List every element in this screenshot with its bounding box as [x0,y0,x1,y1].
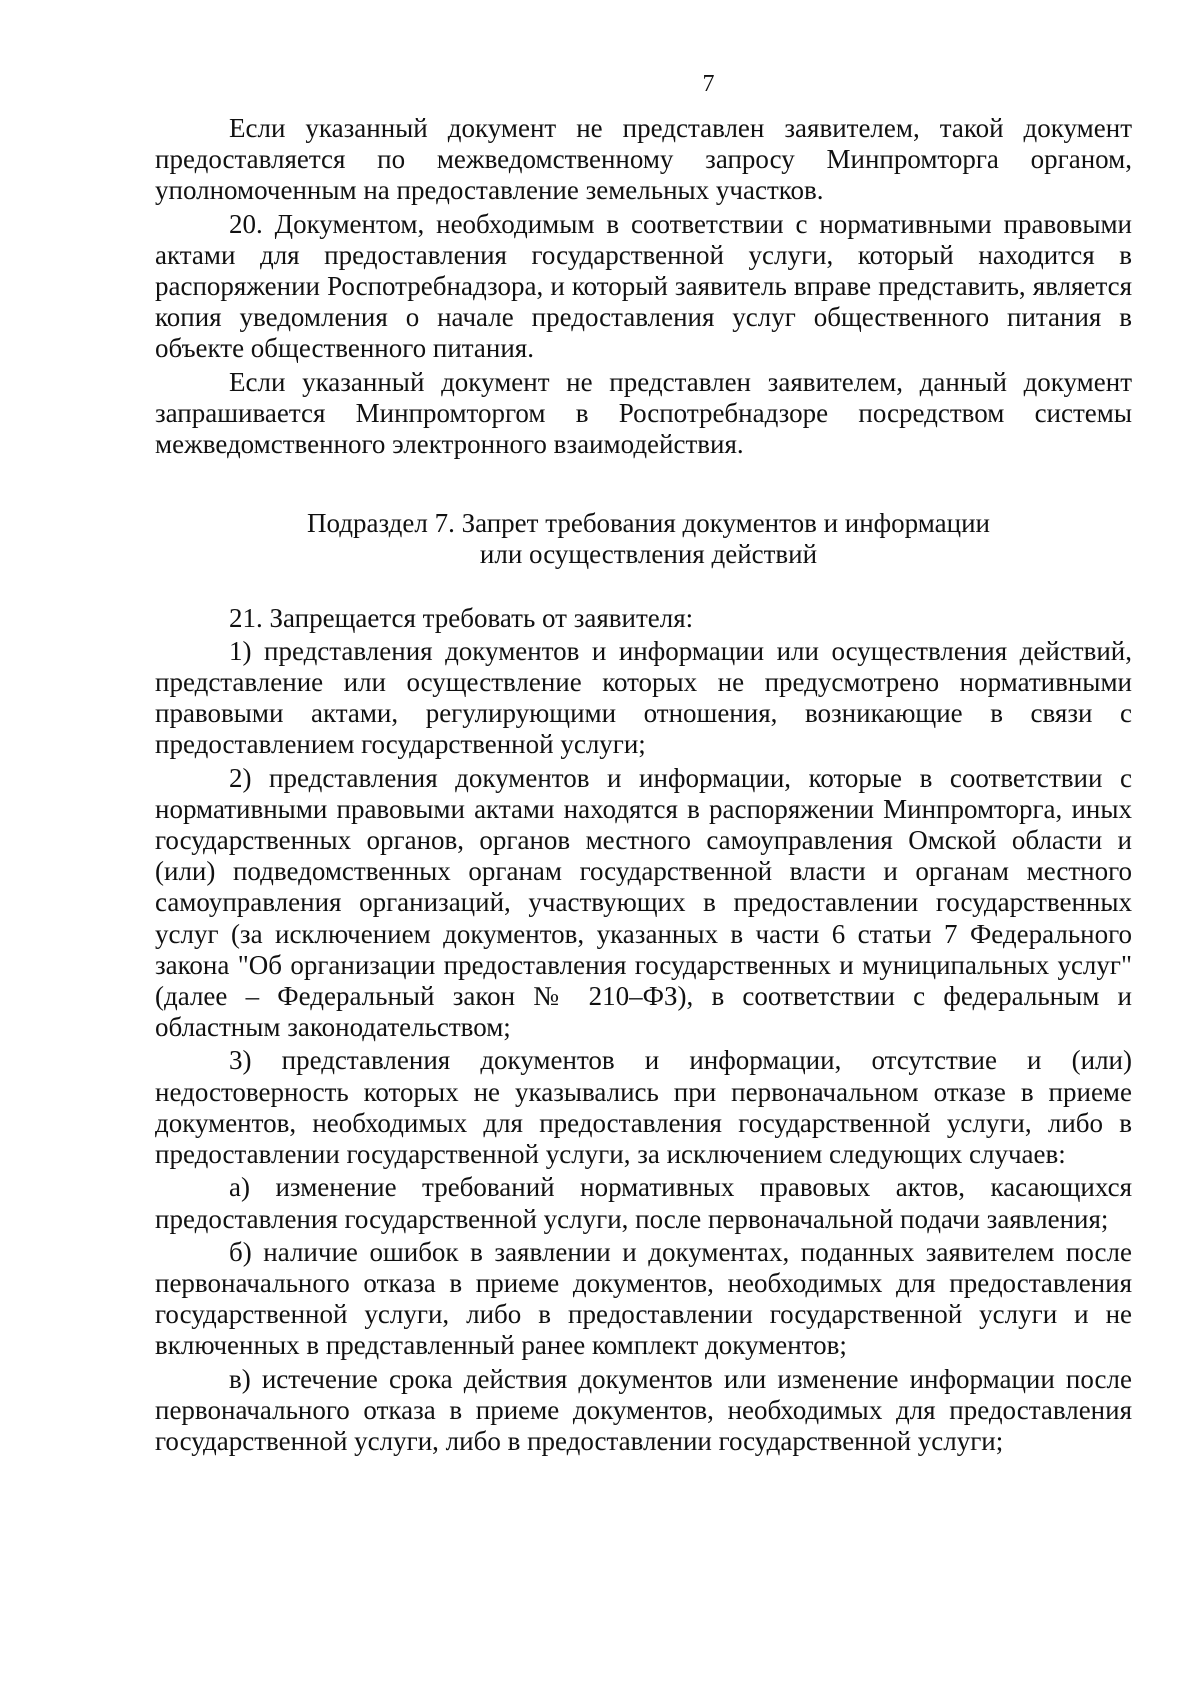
list-item-2: 2) представления документов и информации, которые в соответствии с нормативными правовыми актами находятся в распоряжении Минпромторга, иных государственных органов, органов местного самоуправления Омской области и (или) подведомственных органам государственной власти и органам местного самоуправления организаций, участвующих в предоставлении государственных услуг (за исключением документов, указанных в части 6 статьи 7 Федерального закона "Об организации предоставления государственных и муниципальных услуг" (далее – Федеральный закон № 210–ФЗ), в соответствии с федеральным и областным законодательством; [155,762,1132,1043]
subsection-heading [155,508,1132,570]
paragraph-interagency-request: Если указанный документ не представлен заявителем, данный документ запрашивается Минпромторгом в Роспотребнадзоре посредством системы межведомственного электронного взаимодействия. [155,366,1132,460]
paragraph-applicant-land: Если указанный документ не представлен заявителем, такой документ предоставляется по межведомственному запросу Минпромторга органом, уполномоченным на предоставление земельных участков. [155,113,1132,206]
list-item-1: 1) представления документов и информации или осуществления действий, представление или осуществление которых не предусмотрено нормативными правовыми актами, регулирующими отношения, возникающие в связи с предоставлением государственной услуги; [155,635,1132,760]
subsection-heading-line-1: Подраздел 7. Запрет требования документов и информации [307,508,990,539]
list-subitem-a: а) изменение требований нормативных правовых актов, касающихся предоставления государственной услуги, после первоначальной подачи заявления; [155,1172,1132,1234]
paragraph-item-21: 21. Запрещается требовать от заявителя: [229,602,694,633]
list-subitem-b: б) наличие ошибок в заявлении и документах, поданных заявителем после первоначального отказа в приеме документов, необходимых для предоставления государственной услуги, либо в предоставлении государственной услуги и не включенных в представленный ранее комплект документов; [155,1236,1132,1361]
page-number: 7 [702,71,715,97]
paragraph-item-20: 20. Документом, необходимым в соответствии с нормативными правовыми актами для предоставления государственной услуги, который находится в распоряжении Роспотребнадзора, и который заявитель вправе представить, является копия уведомления о начале предоставления услуг общественного питания в объекте общественного питания. [155,208,1132,364]
list-item-3: 3) представления документов и информации, отсутствие и (или) недостоверность которых не указывались при первоначальном отказе в приеме документов, необходимых для предоставления государственной услуги, либо в предоставлении государственной услуги, за исключением следующих случаев: [155,1045,1132,1170]
subsection-heading-line-2: или осуществления действий [479,539,818,570]
list-subitem-v: в) истечение срока действия документов или изменение информации после первоначального отказа в приеме документов, необходимых для предоставления государственной услуги, либо в предоставлении государственной услуги; [155,1363,1132,1456]
